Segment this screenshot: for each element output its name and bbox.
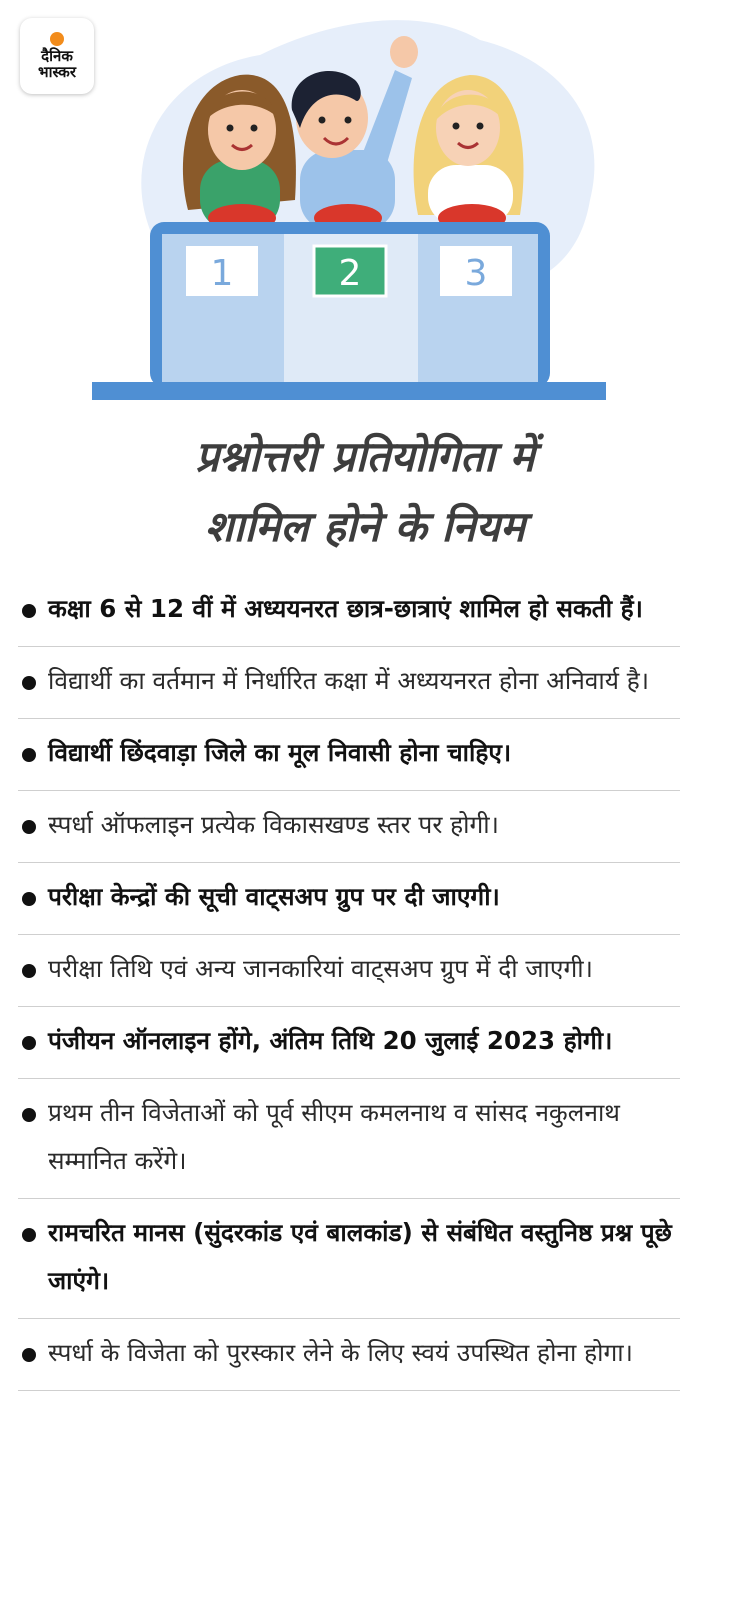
rules-list (18, 575, 680, 1391)
podium-base (92, 382, 606, 400)
logo-text-line1: दैनिक (41, 47, 73, 65)
bullet-icon (22, 820, 36, 834)
podium (150, 222, 550, 387)
rule-text: स्पर्धा के विजेता को पुरस्कार लेने के लिए स्वयं उपस्थित होना होगा। (48, 1338, 633, 1367)
page-title (0, 422, 730, 562)
bullet-icon (22, 748, 36, 762)
rule-item (18, 647, 680, 719)
rule-text: रामचरित मानस (सुंदरकांड एवं बालकांड) से संबंधित वस्तुनिष्ठ प्रश्न पूछे जाएंगे। (48, 1218, 672, 1295)
title-line-1: प्रश्नोत्तरी प्रतियोगिता में (195, 432, 535, 481)
bullet-icon (22, 1228, 36, 1242)
rule-text: परीक्षा केन्द्रों की सूची वाट्सअप ग्रुप पर दी जाएगी। (48, 882, 500, 911)
rule-text: विद्यार्थी का वर्तमान में निर्धारित कक्षा में अध्ययनरत होना अनिवार्य है। (48, 666, 650, 695)
rule-item (18, 791, 680, 863)
rule-item (18, 935, 680, 1007)
rule-item (18, 1199, 680, 1319)
rule-text: परीक्षा तिथि एवं अन्य जानकारियां वाट्सअप ग्रुप में दी जाएगी। (48, 954, 593, 983)
quiz-illustration (0, 0, 730, 420)
rule-text: प्रथम तीन विजेताओं को पूर्व सीएम कमलनाथ व सांसद नकुलनाथ सम्मानित करेंगे। (48, 1098, 620, 1175)
logo-text-line2: भास्कर (38, 63, 76, 81)
rule-item (18, 1079, 680, 1199)
podium-number-3: 3 (464, 253, 488, 294)
bullet-icon (22, 1348, 36, 1362)
podium-number-1: 1 (210, 253, 234, 294)
rule-text: स्पर्धा ऑफलाइन प्रत्येक विकासखण्ड स्तर पर होगी। (48, 810, 499, 839)
rule-text: पंजीयन ऑनलाइन होंगे, अंतिम तिथि 20 जुलाई 2023 होगी। (48, 1026, 613, 1055)
bullet-icon (22, 964, 36, 978)
rule-text: विद्यार्थी छिंदवाड़ा जिले का मूल निवासी होना चाहिए। (48, 738, 512, 767)
rule-item (18, 863, 680, 935)
rule-item (18, 719, 680, 791)
podium-number-2: 2 (338, 253, 362, 294)
rule-text: कक्षा 6 से 12 वीं में अध्ययनरत छात्र-छात्राएं शामिल हो सकती हैं। (48, 594, 643, 623)
bullet-icon (22, 1036, 36, 1050)
rule-item (18, 1319, 680, 1391)
rule-item (18, 1007, 680, 1079)
title-line-2: शामिल होने के नियम (204, 502, 526, 551)
bullet-icon (22, 892, 36, 906)
bullet-icon (22, 676, 36, 690)
bullet-icon (22, 604, 36, 618)
rule-item (18, 575, 680, 647)
bullet-icon (22, 1108, 36, 1122)
